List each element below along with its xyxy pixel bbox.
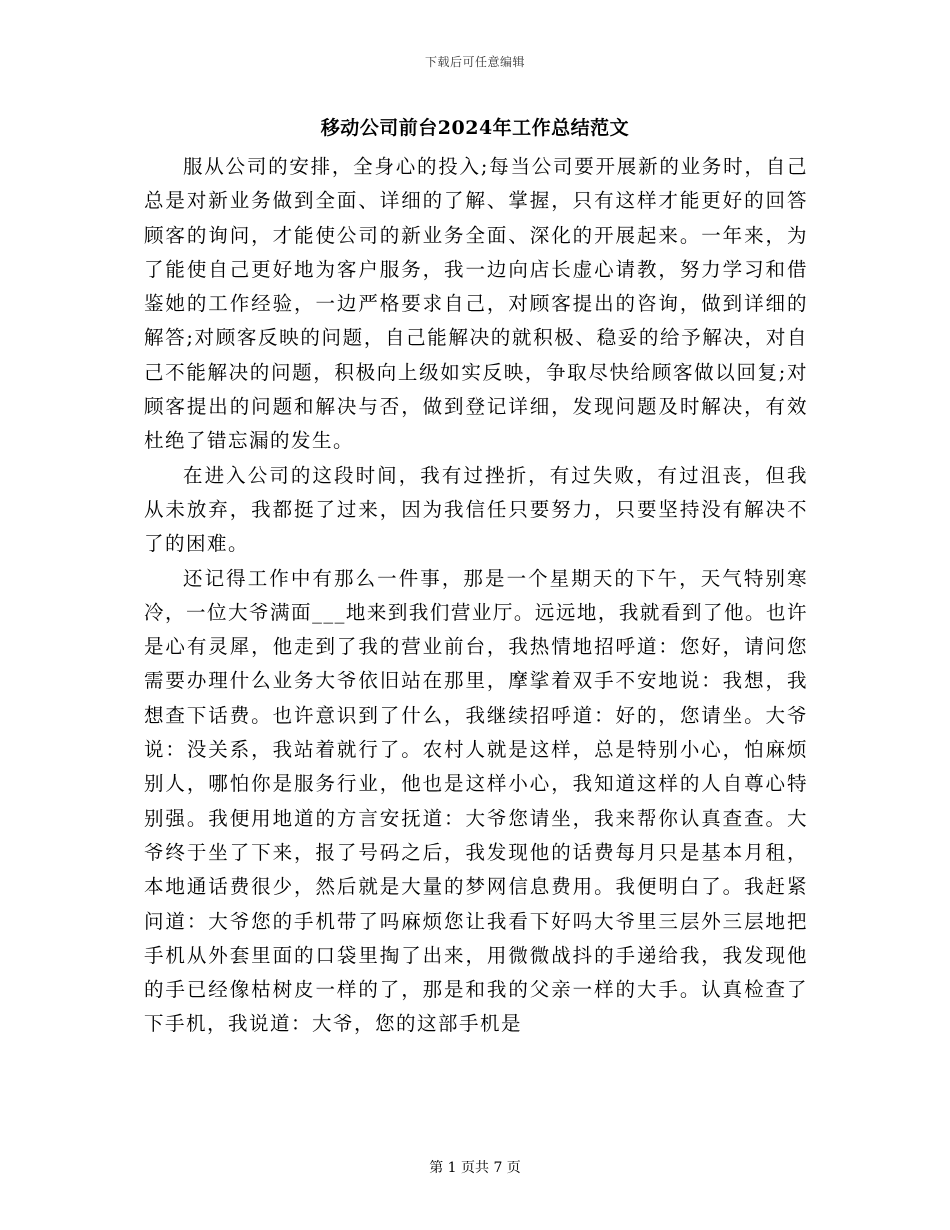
paragraph-3: 还记得工作中有那么一件事，那是一个星期天的下午，天气特别寒冷，一位大爷满面___地来到我们营业厅。远远地，我就看到了他。也许是心有灵犀，他走到了我的营业前台，我热情地招呼道：您好，请问您需要办理什么业务大爷依旧站在那里，摩挲着双手不安地说：我想，我想查下话费。也许意识到了什么，我继续招呼道：好的，您请坐。大爷说：没关系，我站着就行了。农村人就是这样，总是特别小心，怕麻烦别人，哪怕你是服务行业，他也是这样小心，我知道这样的人自尊心特别强。我便用地道的方言安抚道：大爷您请坐，我来帮你认真查查。大爷终于坐了下来，报了号码之后，我发现他的话费每月只是基本月租，本地通话费很少，然后就是大量的梦网信息费用。我便明白了。我赶紧问道：大爷您的手机带了吗麻烦您让我看下好吗大爷里三层外三层地把手机从外套里面的口袋里掏了出来，用微微战抖的手递给我，我发现他的手已经像枯树皮一样的了，那是和我的父亲一样的大手。认真检查了下手机，我说道：大爷，您的这部手机是 [144,566,808,1036]
header-note: 下载后可任意编辑 [424,55,525,69]
page-number-footer: 第 1 页共 7 页 [429,1160,521,1176]
document-title: 移动公司前台2024年工作总结范文 [320,117,630,139]
paragraph-1: 服从公司的安排，全身心的投入;每当公司要开展新的业务时，自己总是对新业务做到全面、详细的了解、掌握，只有这样才能更好的回答顾客的询问，才能使公司的新业务全面、深化的开展起来。一年来，为了能使自己更好地为客户服务，我一边向店长虚心请教，努力学习和借鉴她的工作经验，一边严格要求自己，对顾客提出的咨询，做到详细的解答;对顾客反映的问题，自己能解决的就积极、稳妥的给予解决，对自己不能解决的问题，积极向上级如实反映，争取尽快给顾客做以回复;对顾客提出的问题和解决与否，做到登记详细，发现问题及时解决，有效杜绝了错忘漏的发生。 [144,155,808,453]
document-body [144,150,808,1042]
paragraph-2: 在进入公司的这段时间，我有过挫折，有过失败，有过沮丧，但我从未放弃，我都挺了过来，因为我信任只要努力，只要坚持没有解决不了的困难。 [144,463,808,556]
